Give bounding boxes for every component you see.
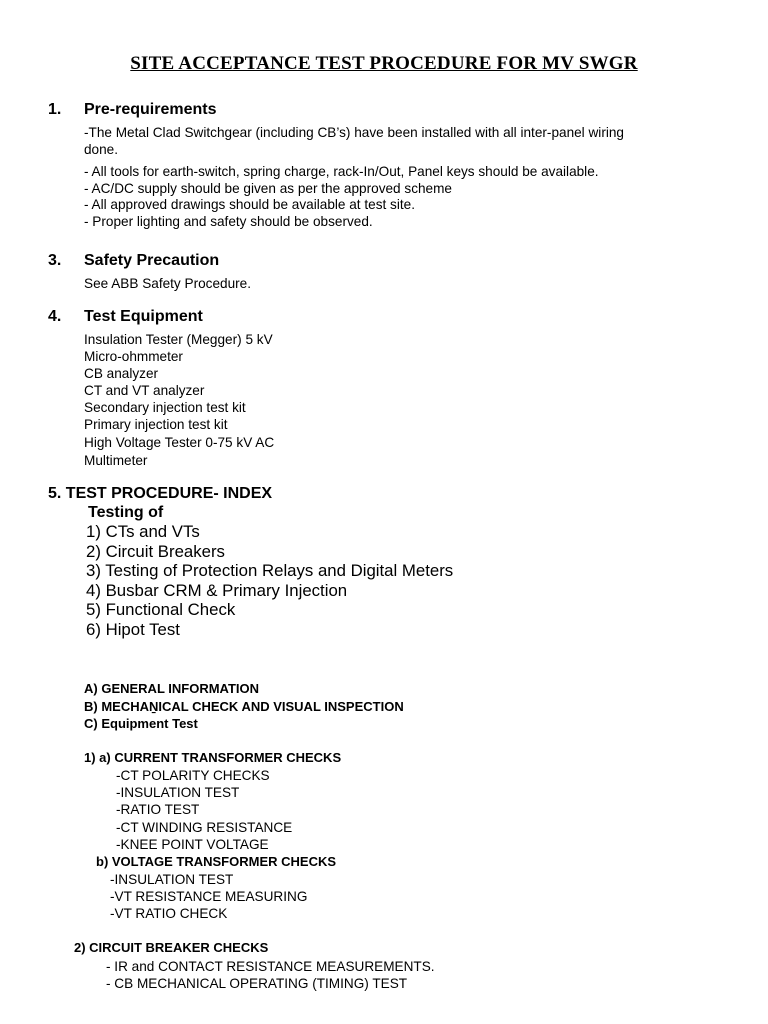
section-4-heading: Test Equipment — [84, 308, 203, 325]
ct-check-item: -CT POLARITY CHECKS — [116, 768, 270, 783]
section-1-line: done. — [84, 142, 119, 157]
index-item: 1) CTs and VTs — [86, 522, 200, 541]
section-1-line: - Proper lighting and safety should be observed. — [84, 214, 373, 229]
section-3-number: 3. — [48, 252, 62, 269]
section-1-number: 1. — [48, 101, 62, 118]
section-3-heading: Safety Precaution — [84, 252, 220, 269]
section-4-number: 4. — [48, 308, 62, 325]
cb-check-item: - CB MECHANICAL OPERATING (TIMING) TEST — [106, 976, 408, 991]
part-heading: A) GENERAL INFORMATION — [84, 681, 260, 696]
section-5-subheading: Testing of — [88, 504, 164, 521]
index-item: 5) Functional Check — [86, 600, 236, 619]
ct-checks-heading: 1) a) CURRENT TRANSFORMER CHECKS — [84, 750, 342, 765]
ct-check-item: -CT WINDING RESISTANCE — [116, 820, 293, 835]
cb-checks-heading: 2) CIRCUIT BREAKER CHECKS — [74, 940, 269, 955]
equipment-item: CT and VT analyzer — [84, 383, 205, 398]
section-1-line: -The Metal Clad Switchgear (including CB’s) have been installed with all inter-panel wiring — [84, 125, 624, 140]
vt-check-item: -VT RATIO CHECK — [110, 906, 228, 921]
cb-check-item: - IR and CONTACT RESISTANCE MEASUREMENTS. — [106, 959, 435, 974]
equipment-item: Insulation Tester (Megger) 5 kV — [84, 332, 273, 347]
equipment-item: Secondary injection test kit — [84, 400, 246, 415]
index-item: 2) Circuit Breakers — [86, 542, 225, 561]
index-item: 6) Hipot Test — [86, 620, 180, 639]
index-item: 4) Busbar CRM & Primary Injection — [86, 581, 348, 600]
document-title: SITE ACCEPTANCE TEST PROCEDURE FOR MV SWGR — [130, 53, 638, 74]
ct-check-item: -KNEE POINT VOLTAGE — [116, 837, 269, 852]
vt-checks-heading: b) VOLTAGE TRANSFORMER CHECKS — [96, 854, 337, 869]
section-1-line: - AC/DC supply should be given as per the approved scheme — [84, 181, 452, 196]
section-3-line: See ABB Safety Procedure. — [84, 276, 252, 291]
equipment-item: Micro-ohmmeter — [84, 349, 183, 364]
section-1-line: - All tools for earth-switch, spring charge, rack-In/Out, Panel keys should be available. — [84, 164, 599, 179]
section-1-heading: Pre-requirements — [84, 101, 217, 118]
equipment-item: High Voltage Tester 0-75 kV AC — [84, 435, 275, 450]
equipment-item: Multimeter — [84, 453, 148, 468]
part-heading: B) MECHAṈICAL CHECK AND VISUAL INSPECTION — [84, 699, 404, 714]
ct-check-item: -RATIO TEST — [116, 802, 200, 817]
vt-check-item: -INSULATION TEST — [110, 872, 234, 887]
part-heading: C) Equipment Test — [84, 716, 198, 731]
section-1-line: - All approved drawings should be available at test site. — [84, 197, 415, 212]
index-item: 3) Testing of Protection Relays and Digital Meters — [86, 561, 454, 580]
equipment-item: Primary injection test kit — [84, 417, 228, 432]
vt-check-item: -VT RESISTANCE MEASURING — [110, 889, 308, 904]
section-5-heading: 5. TEST PROCEDURE- INDEX — [48, 485, 273, 502]
ct-check-item: -INSULATION TEST — [116, 785, 240, 800]
equipment-item: CB analyzer — [84, 366, 159, 381]
